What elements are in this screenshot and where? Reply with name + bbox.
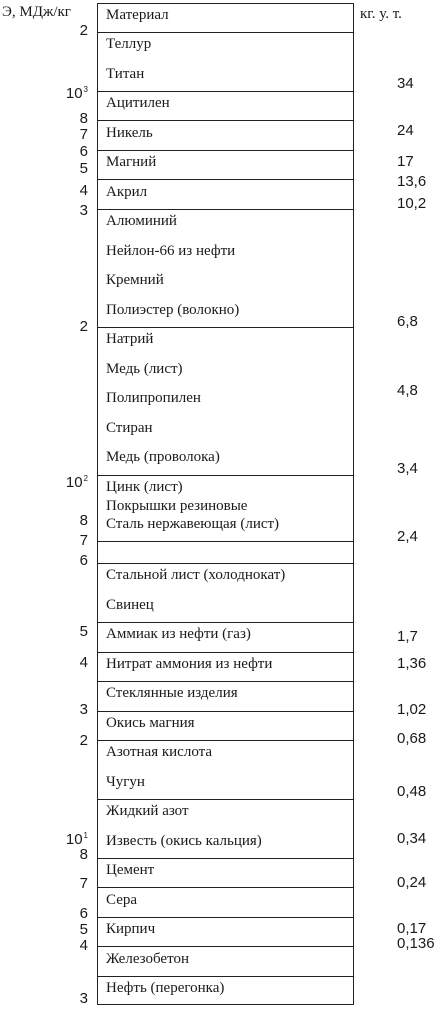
row-divider (98, 946, 353, 947)
row-divider (98, 91, 353, 92)
scale-label: 8 (79, 110, 88, 127)
scale-label: 4 (79, 182, 88, 199)
scale-label: 8 (79, 846, 88, 863)
materials-table (97, 3, 354, 1005)
material-item: Нефть (перегонка) (106, 980, 225, 996)
scale-label: 0,48 (397, 783, 427, 800)
row-divider (98, 563, 353, 564)
material-item: Алюминий (106, 213, 177, 229)
scale-label: 3 (79, 990, 88, 1007)
row-divider (98, 681, 353, 682)
row-divider (98, 917, 353, 918)
material-item: Теллур (106, 36, 152, 52)
material-item: Натрий (106, 331, 154, 347)
material-item: Стеклянные изделия (106, 685, 238, 701)
energy-axis-header: Э, МДж/кг (2, 4, 71, 20)
scale-label: 0,68 (397, 730, 427, 747)
row-divider (98, 209, 353, 210)
material-item: Акрил (106, 184, 148, 200)
material-item: Цинк (лист) (106, 479, 183, 495)
row-divider (98, 799, 353, 800)
scale-label: 5 (79, 623, 88, 640)
row-divider (98, 858, 353, 859)
material-item: Аммиак из нефти (газ) (106, 626, 251, 642)
scale-label: 5 (79, 160, 88, 177)
material-item: Медь (лист) (106, 361, 183, 377)
scale-label: 13,6 (397, 173, 427, 190)
scale-label: 0,136 (397, 935, 435, 952)
material-item: Полиэстер (волокно) (106, 302, 240, 318)
row-divider (98, 711, 353, 712)
material-item: Нейлон-66 из нефти (106, 243, 236, 259)
material-item: Стиран (106, 420, 153, 436)
scale-label: 0,24 (397, 874, 427, 891)
material-item: Чугун (106, 774, 145, 790)
scale-label: 7 (79, 532, 88, 549)
material-item: Стальной лист (холоднокат) (106, 567, 286, 583)
row-divider (98, 541, 353, 542)
material-item: Железобетон (106, 951, 189, 967)
row-divider (98, 652, 353, 653)
scale-label: 0,17 (397, 920, 427, 937)
table-header-material: Материал (106, 7, 169, 23)
material-item: Известь (окись кальция) (106, 833, 262, 849)
row-divider (98, 327, 353, 328)
scale-label: 2 (79, 732, 88, 749)
material-item: Жидкий азот (106, 803, 189, 819)
material-item: Полипропилен (106, 390, 201, 406)
row-divider (98, 740, 353, 741)
material-item: Цемент (106, 862, 155, 878)
scale-label: 34 (397, 75, 414, 92)
scale-label: $10^2$ (65, 474, 88, 491)
scale-label: 1,7 (397, 628, 418, 645)
row-divider (98, 179, 353, 180)
material-item: Нитрат аммония из нефти (106, 656, 273, 672)
scale-label: $10^1$ (65, 831, 88, 848)
scale-label: 3 (79, 701, 88, 718)
material-item: Покрышки резиновые (106, 498, 248, 514)
scale-label: 8 (79, 512, 88, 529)
scale-label: 1,02 (397, 701, 427, 718)
scale-label: 4 (79, 654, 88, 671)
row-divider (98, 475, 353, 476)
scale-label: 1,36 (397, 655, 427, 672)
row-divider (98, 150, 353, 151)
material-item: Титан (106, 66, 145, 82)
scale-label: 17 (397, 153, 414, 170)
scale-label: $10^3$ (65, 85, 88, 102)
material-item: Никель (106, 125, 153, 141)
scale-label: 10,2 (397, 195, 427, 212)
scale-label: 6,8 (397, 313, 418, 330)
scale-label: 6 (79, 905, 88, 922)
row-divider (98, 120, 353, 121)
material-item: Магний (106, 154, 157, 170)
material-item: Окись магния (106, 715, 195, 731)
row-divider (98, 622, 353, 623)
scale-label: 0,34 (397, 830, 427, 847)
material-item: Кирпич (106, 921, 156, 937)
scale-label: 6 (79, 143, 88, 160)
scale-label: 24 (397, 122, 414, 139)
row-divider (98, 976, 353, 977)
row-divider (98, 32, 353, 33)
material-item: Свинец (106, 597, 154, 613)
material-item: Азотная кислота (106, 744, 213, 760)
material-item: Сера (106, 892, 138, 908)
fuel-equivalent-header: кг. у. т. (360, 6, 402, 22)
scale-label: 2 (79, 318, 88, 335)
scale-label: 3 (79, 202, 88, 219)
scale-label: 7 (79, 875, 88, 892)
scale-label: 4 (79, 937, 88, 954)
scale-label: 6 (79, 552, 88, 569)
scale-label: 2 (79, 22, 88, 39)
material-item: Ацитилен (106, 95, 170, 111)
scale-label: 4,8 (397, 382, 418, 399)
scale-label: 3,4 (397, 460, 418, 477)
material-item: Сталь нержавеющая (лист) (106, 516, 280, 532)
scale-label: 2,4 (397, 528, 418, 545)
material-item: Кремний (106, 272, 164, 288)
scale-label: 7 (79, 126, 88, 143)
scale-label: 5 (79, 921, 88, 938)
material-item: Медь (проволока) (106, 449, 220, 465)
row-divider (98, 887, 353, 888)
